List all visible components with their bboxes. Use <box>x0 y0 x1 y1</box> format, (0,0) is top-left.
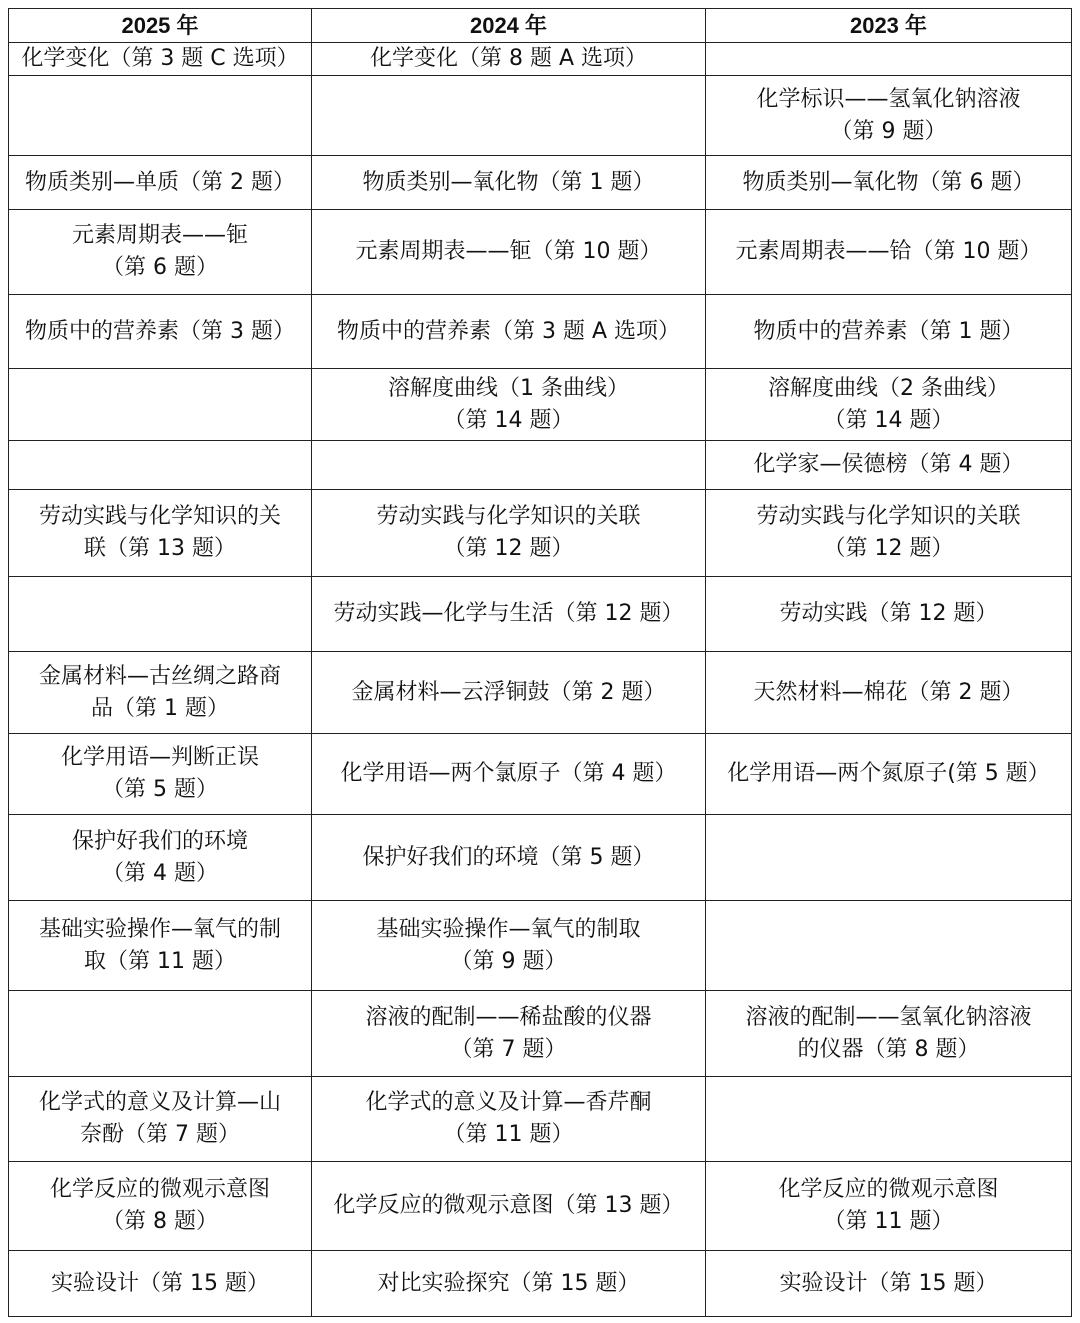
cell-text: 天然材料—棉花（第 2 题） <box>753 679 1024 705</box>
cell-text: 物质中的营养素（第 3 题） <box>25 318 295 344</box>
cell-2024 <box>312 1251 706 1317</box>
cell-2024 <box>312 991 706 1077</box>
cell-2024 <box>312 1162 706 1251</box>
cell-2024 <box>312 76 706 156</box>
cell-text: （第 5 题） <box>102 777 218 802</box>
cell-2023 <box>706 652 1072 734</box>
cell-2025 <box>9 1162 312 1251</box>
cell-2023 <box>706 76 1072 156</box>
cell-text: 奈酚（第 7 题） <box>80 1122 240 1147</box>
table-row <box>9 210 1072 295</box>
table-row <box>9 295 1072 369</box>
table-row <box>9 734 1072 815</box>
cell-text: 取（第 11 题） <box>84 948 236 974</box>
cell-text: （第 7 题） <box>450 1036 567 1062</box>
cell-text: 化学用语—判断正误 <box>60 745 259 770</box>
cell-text: 化学标识——氢氧化钠溶液 <box>756 86 1021 112</box>
table-row <box>9 490 1072 577</box>
table-row <box>9 1077 1072 1162</box>
table-row <box>9 577 1072 652</box>
cell-2023 <box>706 734 1072 815</box>
table-row <box>9 652 1072 734</box>
cell-2025 <box>9 901 312 991</box>
cell-2024 <box>312 1077 706 1162</box>
cell-text: 化学式的意义及计算—香芹酮 <box>365 1090 652 1115</box>
cell-2023 <box>706 369 1072 441</box>
cell-2025 <box>9 76 312 156</box>
cell-text: 化学用语—两个氮原子(第 5 题） <box>727 761 1050 786</box>
cell-text: 化学变化（第 3 题 C 选项） <box>21 46 299 71</box>
cell-2023 <box>706 991 1072 1077</box>
cell-text: （第 14 题） <box>443 407 574 433</box>
cell-2023 <box>706 295 1072 369</box>
cell-text: 溶液的配制——稀盐酸的仪器 <box>365 1004 652 1030</box>
cell-text: （第 9 题） <box>450 948 567 974</box>
cell-text: 的仪器（第 8 题） <box>797 1036 980 1062</box>
cell-text: 基础实验操作—氧气的制 <box>38 916 281 942</box>
cell-2023 <box>706 43 1072 76</box>
cell-2025 <box>9 441 312 490</box>
table-row <box>9 1251 1072 1317</box>
cell-text: 化学反应的微观示意图 <box>49 1177 270 1202</box>
table-row <box>9 991 1072 1077</box>
cell-text: （第 9 题） <box>830 118 947 144</box>
cell-text: 物质类别—单质（第 2 题） <box>25 169 295 195</box>
header-row <box>9 9 1072 43</box>
cell-text: 元素周期表——铪（第 10 题） <box>735 239 1042 264</box>
cell-2025 <box>9 295 312 369</box>
cell-2025 <box>9 815 312 901</box>
cell-2025 <box>9 210 312 295</box>
cell-text: （第 12 题） <box>823 536 954 561</box>
table-row <box>9 43 1072 76</box>
header-2023: 2023 年 <box>706 9 1072 43</box>
cell-2025 <box>9 490 312 577</box>
cell-text: 物质中的营养素（第 1 题） <box>753 318 1024 344</box>
cell-text: 元素周期表——钷 <box>71 223 248 248</box>
cell-2024 <box>312 210 706 295</box>
cell-text: 保护好我们的环境 <box>71 828 248 854</box>
cell-text: 物质中的营养素（第 3 题 A 选项） <box>336 318 681 344</box>
cell-text: 元素周期表——钷（第 10 题） <box>355 239 662 264</box>
cell-text: （第 14 题） <box>823 407 954 433</box>
cell-text: 物质类别—氧化物（第 6 题） <box>742 169 1035 195</box>
cell-2023 <box>706 441 1072 490</box>
cell-text: 溶液的配制——氢氧化钠溶液 <box>745 1004 1032 1030</box>
table-row <box>9 815 1072 901</box>
cell-2023 <box>706 577 1072 652</box>
cell-2024 <box>312 43 706 76</box>
cell-2024 <box>312 369 706 441</box>
cell-2025 <box>9 1077 312 1162</box>
cell-text: （第 8 题） <box>102 1209 218 1234</box>
cell-2023 <box>706 1251 1072 1317</box>
cell-2025 <box>9 1251 312 1317</box>
cell-text: 劳动实践（第 12 题） <box>779 601 998 626</box>
cell-2023 <box>706 901 1072 991</box>
cell-2024 <box>312 734 706 815</box>
cell-2025 <box>9 156 312 210</box>
table-row <box>9 901 1072 991</box>
cell-2024 <box>312 441 706 490</box>
table-row <box>9 156 1072 210</box>
cell-text: 化学家—侯德榜（第 4 题） <box>753 452 1024 477</box>
cell-2024 <box>312 652 706 734</box>
cell-text: 化学反应的微观示意图（第 13 题） <box>333 1193 684 1218</box>
cell-2023 <box>706 815 1072 901</box>
cell-2025 <box>9 577 312 652</box>
cell-2025 <box>9 734 312 815</box>
cell-2023 <box>706 490 1072 577</box>
cell-2024 <box>312 156 706 210</box>
cell-text: 溶解度曲线（2 条曲线） <box>768 375 1009 401</box>
cell-text: 溶解度曲线（1 条曲线） <box>388 375 629 401</box>
table-row <box>9 369 1072 441</box>
cell-text: 对比实验探究（第 15 题） <box>377 1270 640 1296</box>
cell-text: 劳动实践与化学知识的关联 <box>756 504 1021 529</box>
cell-2025 <box>9 369 312 441</box>
cell-2025 <box>9 991 312 1077</box>
table-row <box>9 76 1072 156</box>
cell-2025 <box>9 652 312 734</box>
cell-text: （第 11 题） <box>443 1122 574 1147</box>
cell-text: 金属材料—云浮铜鼓（第 2 题） <box>351 679 666 705</box>
cell-text: 物质类别—氧化物（第 1 题） <box>362 169 655 195</box>
cell-text: 化学用语—两个氯原子（第 4 题） <box>340 761 677 786</box>
cell-text: 保护好我们的环境（第 5 题） <box>362 844 655 870</box>
cell-2024 <box>312 577 706 652</box>
cell-text: 品（第 1 题） <box>91 695 229 721</box>
table-row <box>9 441 1072 490</box>
cell-text: 劳动实践与化学知识的关联 <box>376 504 641 529</box>
cell-2025 <box>9 43 312 76</box>
header-2025: 2025 年 <box>9 9 312 43</box>
cell-2024 <box>312 295 706 369</box>
cell-2023 <box>706 1077 1072 1162</box>
cell-text: 金属材料—古丝绸之路商 <box>38 663 281 689</box>
cell-text: （第 4 题） <box>102 860 218 886</box>
table-row <box>9 1162 1072 1251</box>
cell-text: 劳动实践与化学知识的关 <box>38 504 281 529</box>
cell-text: 实验设计（第 15 题） <box>779 1270 998 1296</box>
cell-text: （第 6 题） <box>102 255 218 280</box>
cell-2024 <box>312 815 706 901</box>
comparison-table <box>8 8 1072 1317</box>
cell-text: 化学变化（第 8 题 A 选项） <box>369 46 648 71</box>
cell-text: 联（第 13 题） <box>84 536 236 561</box>
cell-2024 <box>312 901 706 991</box>
cell-text: 实验设计（第 15 题） <box>51 1270 269 1296</box>
cell-2023 <box>706 1162 1072 1251</box>
cell-text: （第 12 题） <box>443 536 574 561</box>
cell-2024 <box>312 490 706 577</box>
cell-text: 劳动实践—化学与生活（第 12 题） <box>333 601 684 626</box>
cell-2023 <box>706 156 1072 210</box>
cell-2023 <box>706 210 1072 295</box>
cell-text: 基础实验操作—氧气的制取 <box>376 916 641 942</box>
header-2024: 2024 年 <box>312 9 706 43</box>
cell-text: 化学反应的微观示意图 <box>778 1177 999 1202</box>
cell-text: 化学式的意义及计算—山 <box>38 1090 281 1115</box>
cell-text: （第 11 题） <box>823 1209 954 1234</box>
